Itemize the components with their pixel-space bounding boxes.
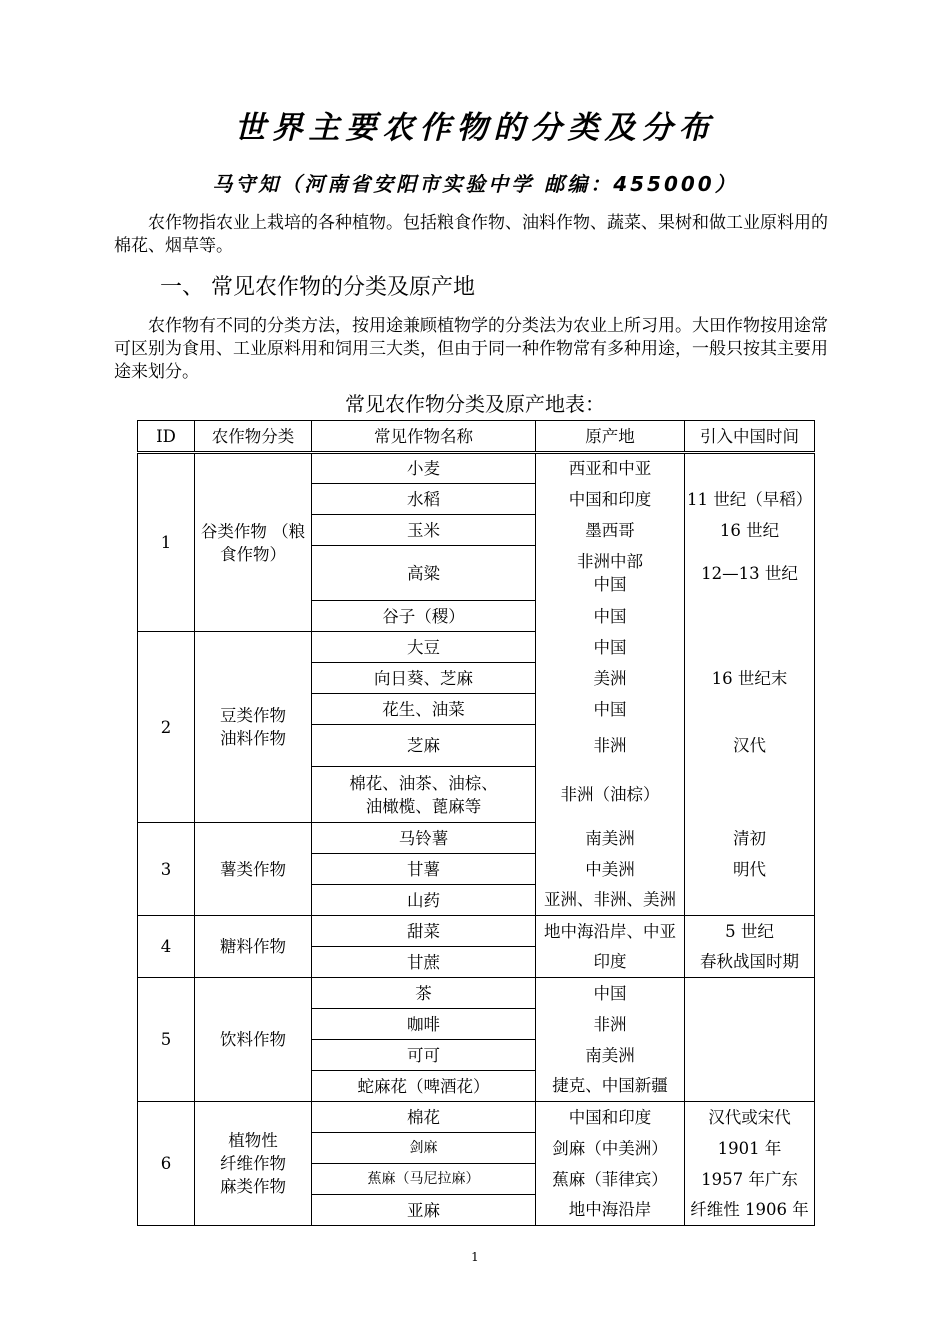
page-title: 世界主要农作物的分类及分布 [234, 110, 716, 146]
crop-name: 马铃薯 [312, 823, 536, 854]
crop-name: 茶 [312, 978, 536, 1009]
intro-time: 11 世纪（早稻） [685, 484, 815, 515]
origin: 地中海沿岸、中亚 [536, 916, 685, 947]
group-id: 5 [138, 978, 195, 1102]
origin: 非洲（油棕） [536, 767, 685, 823]
crop-name: 玉米 [312, 515, 536, 546]
crop-name: 蛇麻花（啤酒花） [312, 1071, 536, 1102]
group-category: 谷类作物 （粮食作物） [195, 453, 312, 632]
crop-name: 大豆 [312, 632, 536, 663]
origin: 中国和印度 [536, 1102, 685, 1133]
crop-name: 水稻 [312, 484, 536, 515]
intro-time: 汉代或宋代 [685, 1102, 815, 1133]
origin: 墨西哥 [536, 515, 685, 546]
group-category: 糖料作物 [195, 916, 312, 978]
intro-time: 汉代 [685, 725, 815, 767]
header-crop: 常见作物名称 [312, 421, 536, 453]
crop-name: 甘薯 [312, 854, 536, 885]
origin: 非洲 [536, 1009, 685, 1040]
origin: 非洲中部 中国 [536, 546, 685, 601]
crop-name: 蕉麻（马尼拉麻） [312, 1164, 536, 1195]
intro-time: 1957 年广东 [685, 1164, 815, 1195]
crop-name: 棉花 [312, 1102, 536, 1133]
header-time: 引入中国时间 [685, 421, 815, 453]
table-caption: 常见农作物分类及原产地表： [345, 392, 605, 416]
crop-name: 甜菜 [312, 916, 536, 947]
section-heading: 一、 常见农作物的分类及原产地 [160, 275, 475, 300]
crop-name: 山药 [312, 885, 536, 916]
group-category: 饮料作物 [195, 978, 312, 1102]
group-category: 植物性 纤维作物 麻类作物 [195, 1102, 312, 1226]
table-row [138, 1102, 815, 1133]
intro-time [685, 453, 815, 484]
intro-time [685, 601, 815, 632]
origin: 中国 [536, 694, 685, 725]
intro-time: 5 世纪 [685, 916, 815, 947]
crop-name: 高粱 [312, 546, 536, 601]
intro-time [685, 978, 815, 1102]
table-row [138, 632, 815, 663]
origin: 非洲 [536, 725, 685, 767]
intro-time: 明代 [685, 854, 815, 885]
crop-name: 谷子（稷） [312, 601, 536, 632]
intro-time: 16 世纪末 [685, 663, 815, 694]
origin: 中国 [536, 978, 685, 1009]
header-id: ID [138, 421, 195, 453]
intro-time [685, 694, 815, 725]
crop-name: 向日葵、芝麻 [312, 663, 536, 694]
author-line: 马守知（河南省安阳市实验中学 邮编：455000） [212, 172, 738, 196]
group-category: 薯类作物 [195, 823, 312, 916]
crop-name: 小麦 [312, 453, 536, 484]
crop-name: 亚麻 [312, 1195, 536, 1226]
intro-time [685, 767, 815, 823]
intro-time: 16 世纪 [685, 515, 815, 546]
group-category: 豆类作物 油料作物 [195, 632, 312, 823]
group-id: 4 [138, 916, 195, 978]
crop-name: 甘蔗 [312, 947, 536, 978]
origin: 中国和印度 [536, 484, 685, 515]
crop-name: 可可 [312, 1040, 536, 1071]
origin: 西亚和中亚 [536, 453, 685, 484]
intro-time [685, 632, 815, 663]
intro-time: 清初 [685, 823, 815, 854]
table-row [138, 453, 815, 484]
intro-time [685, 885, 815, 916]
table-row [138, 978, 815, 1009]
crop-name: 芝麻 [312, 725, 536, 767]
origin: 南美洲 [536, 1040, 685, 1071]
page-number: 1 [471, 1250, 479, 1264]
header-category: 农作物分类 [195, 421, 312, 453]
origin: 蕉麻（菲律宾） [536, 1164, 685, 1195]
origin: 捷克、中国新疆 [536, 1071, 685, 1102]
crop-name: 咖啡 [312, 1009, 536, 1040]
group-id: 6 [138, 1102, 195, 1226]
group-id: 1 [138, 453, 195, 632]
crop-table [137, 420, 815, 1226]
crop-name: 棉花、油茶、油棕、 油橄榄、蓖麻等 [312, 767, 536, 823]
crop-name: 花生、油菜 [312, 694, 536, 725]
origin: 地中海沿岸 [536, 1195, 685, 1226]
section-paragraph: 农作物有不同的分类方法，按用途兼顾植物学的分类法为农业上所习用。大田作物按用途常可区别为食用、工业原料用和饲用三大类，但由于同一种作物常有多种用途，一般只按其主要用途来划分。 [114, 316, 828, 382]
origin: 亚洲、非洲、美洲 [536, 885, 685, 916]
table-header-row [138, 421, 815, 453]
group-id: 3 [138, 823, 195, 916]
table-row [138, 823, 815, 854]
header-origin: 原产地 [536, 421, 685, 453]
origin: 中美洲 [536, 854, 685, 885]
origin: 印度 [536, 947, 685, 978]
origin: 美洲 [536, 663, 685, 694]
origin: 南美洲 [536, 823, 685, 854]
table-row [138, 916, 815, 947]
origin: 中国 [536, 601, 685, 632]
intro-time: 春秋战国时期 [685, 947, 815, 978]
intro-paragraph: 农作物指农业上栽培的各种植物。包括粮食作物、油料作物、蔬菜、果树和做工业原料用的棉花、烟草等。 [114, 213, 828, 256]
crop-name: 剑麻 [312, 1133, 536, 1164]
intro-time: 12—13 世纪 [685, 546, 815, 601]
intro-time: 1901 年 [685, 1133, 815, 1164]
origin: 中国 [536, 632, 685, 663]
group-id: 2 [138, 632, 195, 823]
intro-time: 纤维性 1906 年 [685, 1195, 815, 1226]
origin: 剑麻（中美洲） [536, 1133, 685, 1164]
